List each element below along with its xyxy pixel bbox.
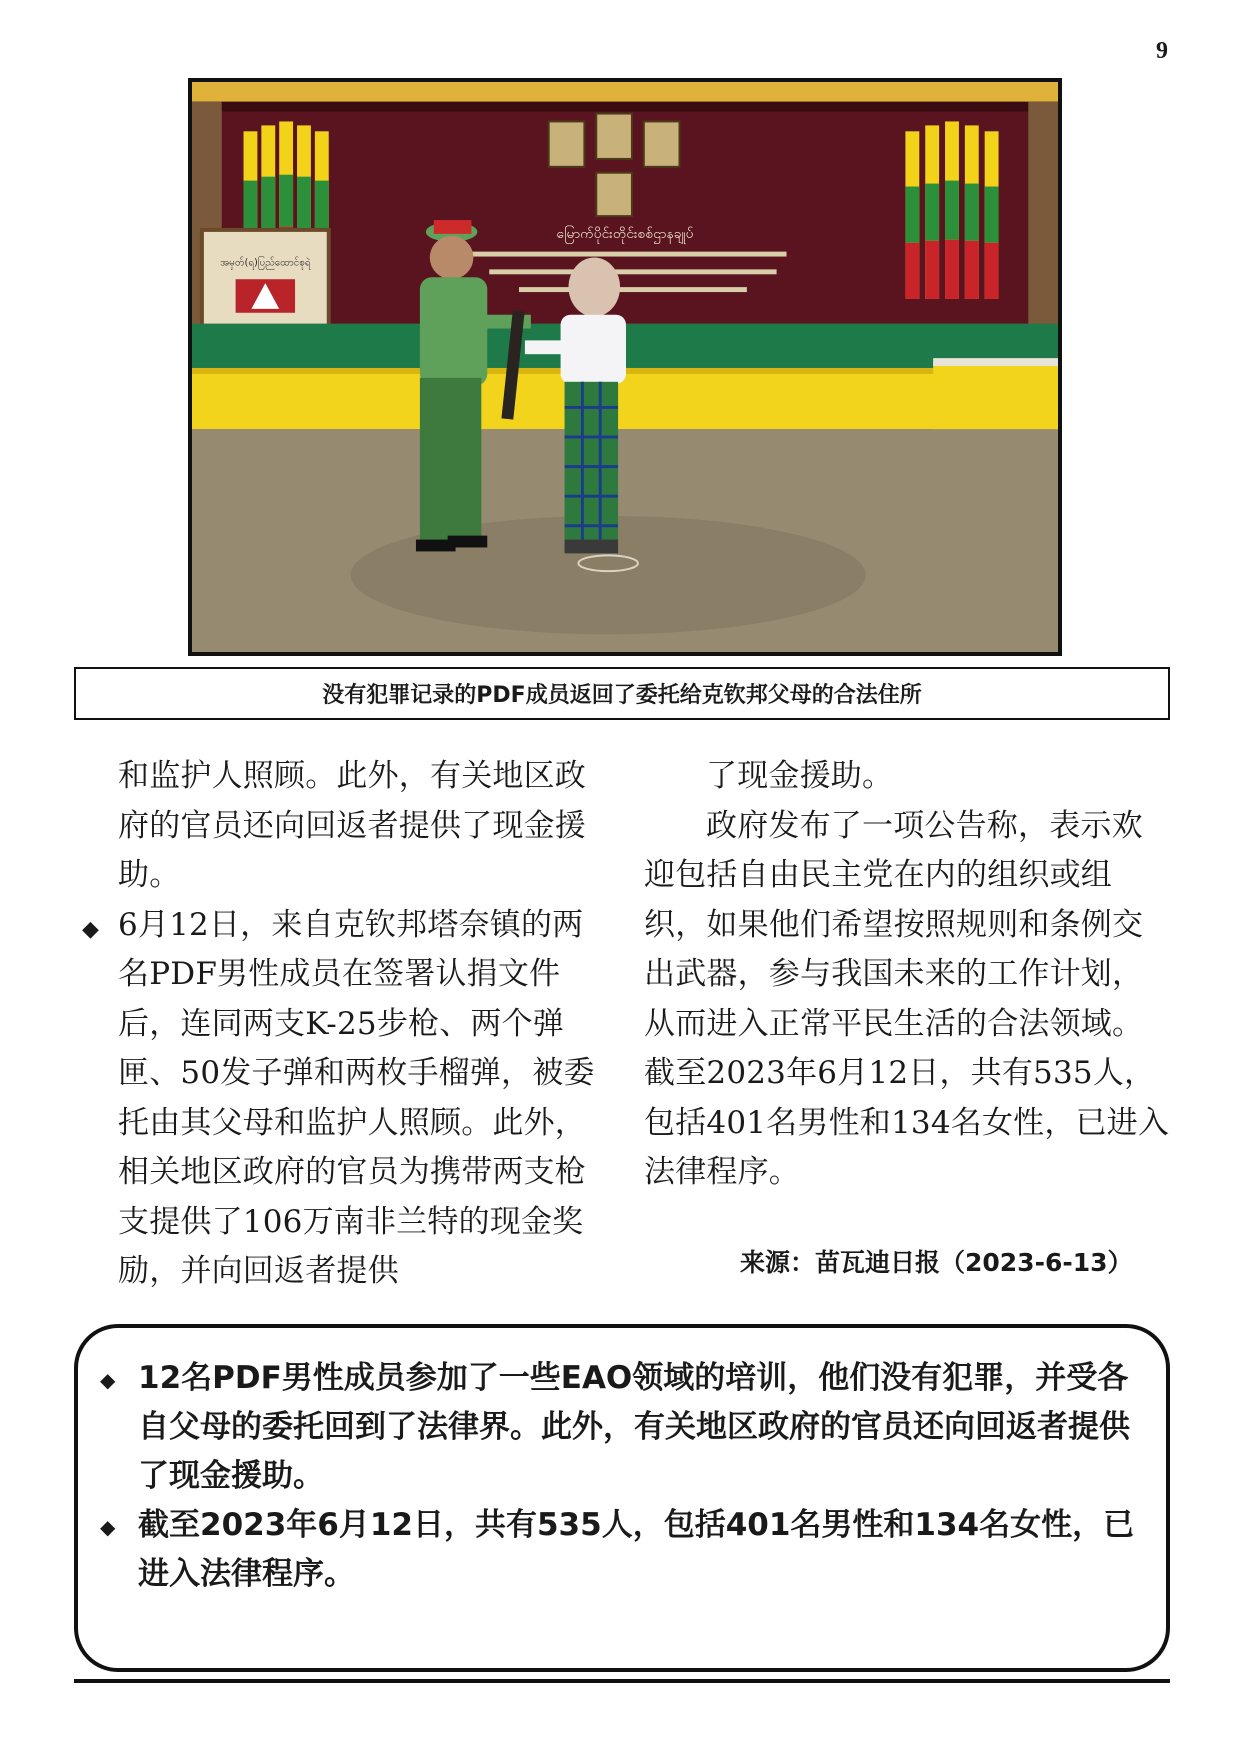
stand-label: အမှတ်(ရ)ပြည်ထောင်စုရဲ [220,257,311,269]
bottom-rule [74,1679,1170,1683]
ceremony-photo-illustration [192,82,1058,652]
banner-text: မြောက်ပိုင်းတိုင်းစစ်ဌာနချုပ် [556,225,694,242]
summary-item-text: 截至2023年6月12日，共有535人，包括401名男性和134名女性，已进入法律程序。 [138,1507,1135,1592]
right-column [644,752,1172,1198]
left-bullet-paragraph [82,901,606,1297]
right-paragraph: 政府发布了一项公告称，表示欢迎包括自由民主党在内的组织或组织，如果他们希望按照规则和条例交出武器，参与我国未来的工作计划，从而进入正常平民生活的合法领域。截至2023年6月12日，共有535人，包括401名男性和134名女性，已进入法律程序。 [644,807,1170,1190]
left-paragraph: 和监护人照顾。此外，有关地区政府的官员还向回返者提供了现金援助。 [118,758,586,893]
summary-item-text: 12名PDF男性成员参加了一些EAO领域的培训，他们没有犯罪，并受各自父母的委托回到了法律界。此外，有关地区政府的官员还向回返者提供了现金援助。 [138,1360,1130,1494]
left-column [82,752,606,1297]
photo-caption: 没有犯罪记录的PDF成员返回了委托给克钦邦父母的合法住所 [74,667,1170,720]
diamond-bullet-icon: ◆ [100,1368,116,1392]
summary-item [100,1354,1140,1501]
summary-box [74,1324,1170,1672]
source-line: 来源：苗瓦迪日报（2023-6-13） [740,1248,1133,1277]
left-bullet-text: 6月12日，来自克钦邦塔奈镇的两名PDF男性成员在签署认捐文件后，连同两支K-25步枪、两个弹匣、50发子弹和两枚手榴弹，被委托由其父母和监护人照顾。此外，相关地区政府的官员为携带两支枪支提供了106万南非兰特的现金奖励，并向回返者提供 [118,906,595,1289]
diamond-bullet-icon: ◆ [100,1515,116,1539]
page-number: 9 [1156,38,1168,64]
ceremony-photo [188,78,1062,656]
diamond-bullet-icon: ◆ [82,916,100,942]
right-paragraph: 了现金援助。 [706,758,894,794]
summary-item [100,1501,1140,1599]
